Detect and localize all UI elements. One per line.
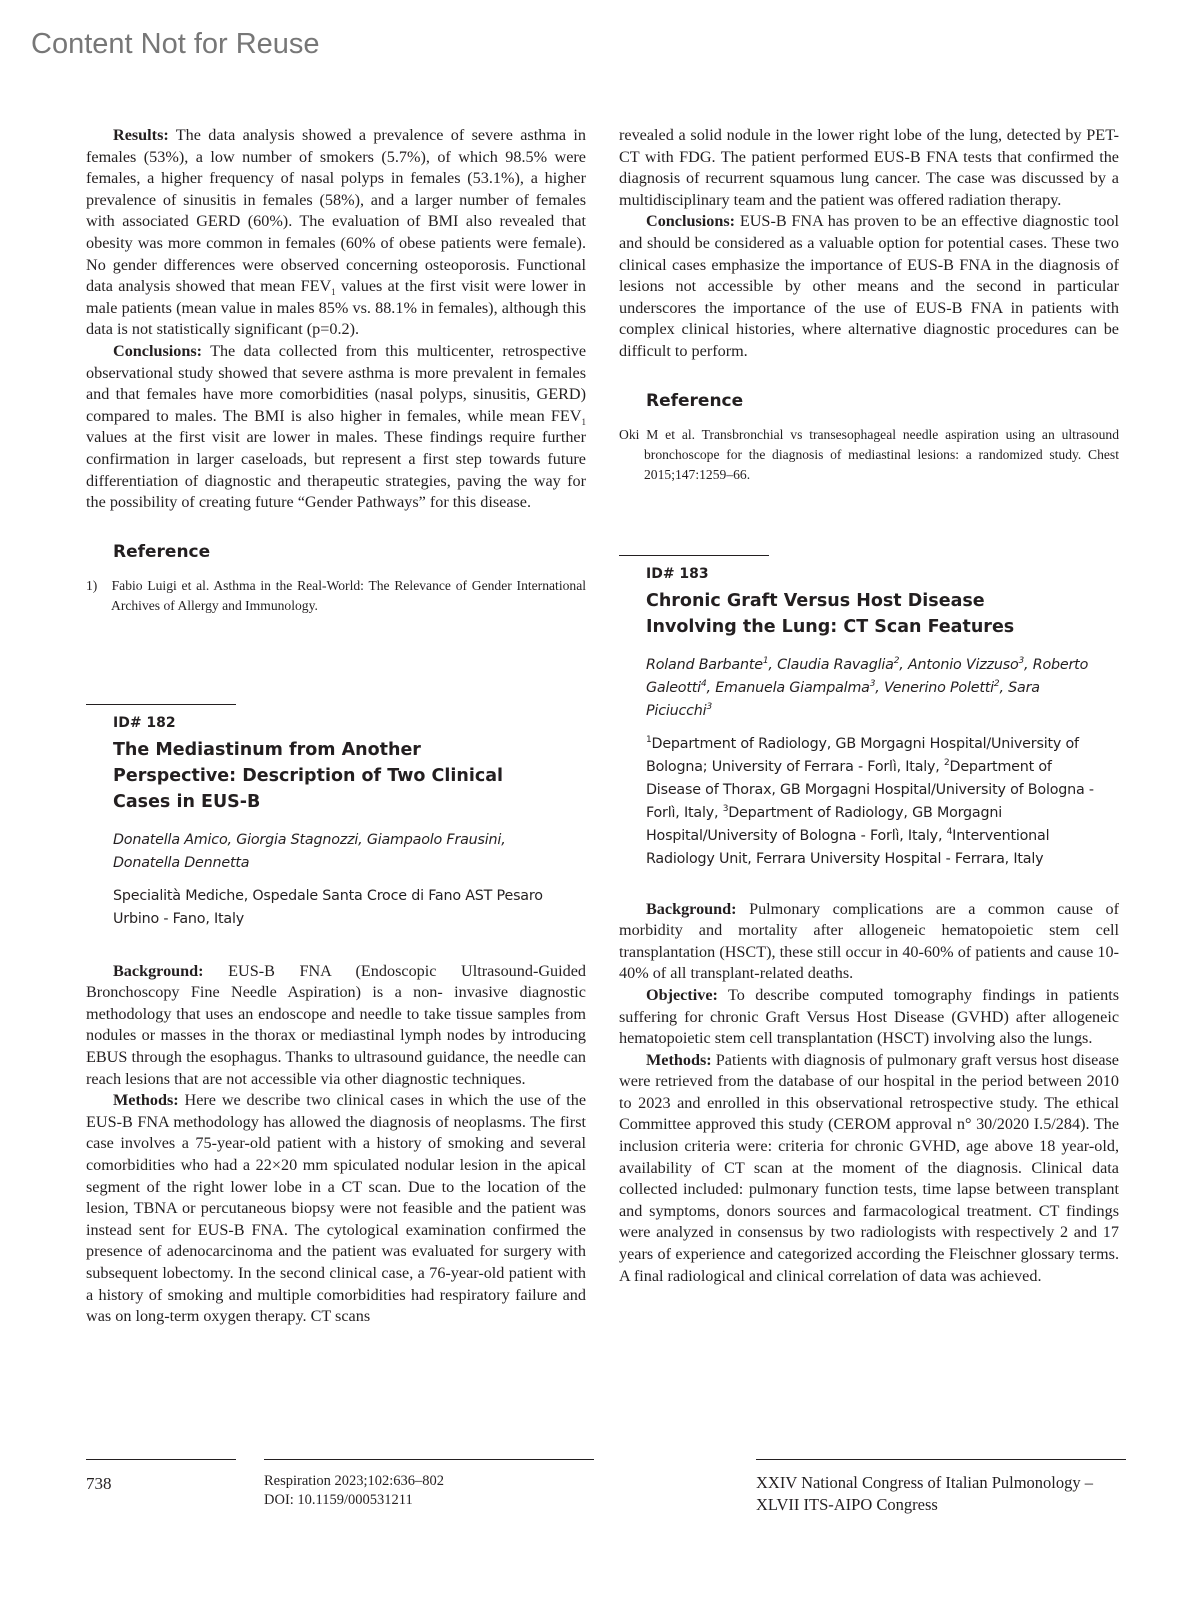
section-rule-2 xyxy=(619,555,769,556)
reference-item: 1) Fabio Luigi et al. Asthma in the Real-World: The Relevance of Gender International Archives of Allergy and Immunology. xyxy=(86,577,586,613)
conclusions-label: Conclusions: xyxy=(113,341,203,360)
conclusions-text: The data collected from this multicenter, retrospective observational study showed that severe asthma is more prevalent in females and that females have more comorbidities (nasal polyps, sinusitis, GERD) compared to males. The BMI is also higher in females, while mean FEV xyxy=(86,341,586,425)
objective-label: Objective: xyxy=(646,985,718,1004)
affiliation-mark: 2 xyxy=(944,757,950,768)
abstract-183-header xyxy=(646,566,1119,871)
conclusions-label-2: Conclusions: xyxy=(646,212,736,231)
affiliation-mark: 3 xyxy=(722,803,729,814)
affiliation-mark: 1 xyxy=(646,734,652,745)
conclusions-subscript: 1 xyxy=(581,416,586,427)
results-text: The data analysis showed a prevalence of severe asthma in females (53%), a low number of smokers (5.7%), of which 98.5% were females, a higher frequency of nasal polyps in females (53.1%), a higher prevalence of sinusitis in females (58%), and a larger number of females with associated GERD (60%). The evaluation of BMI also revealed that obesity was more common in females (60% of obese patients were female). No gender differences were observed concerning osteoporosis. Functional data analysis showed that mean FEV xyxy=(86,126,586,296)
background-paragraph-2 xyxy=(619,899,1119,985)
abstract-182-header xyxy=(113,715,586,931)
affiliation-text: Interventional Radiology Unit, Ferrara University Hospital - Ferrara, Italy xyxy=(646,827,1050,867)
author-separator: , xyxy=(999,679,1009,696)
objective-text: To describe computed tomography findings in patients suffering for chronic Graft Versus Host Disease (GVHD) after allogeneic hematopoietic stem cell transplantation (HSCT) involving also the lungs. xyxy=(619,985,1119,1048)
author-separator: , xyxy=(706,679,716,696)
page-number: 738 xyxy=(86,1474,112,1493)
affiliation-text: Department of Radiology, GB Morgagni Hospital/University of Bologna - Forlì, Italy, xyxy=(646,804,1003,844)
results-subscript: 1 xyxy=(331,287,336,298)
abstract-title: The Mediastinum from Another Perspective: Description of Two Clinical Cases in EUS-B xyxy=(113,739,504,812)
author-affiliation-mark: 3 xyxy=(1018,655,1025,666)
methods-text: Here we describe two clinical cases in which the use of the EUS-B FNA methodology has allowed the diagnosis of neoplasms. The first case involves a 75-year-old patient with a history of smoking and several comorbidities who had a 22×20 mm spiculated nodular lesion in the apical segment of the right lower lobe in a CT scan. Due to the location of the lesion, TBNA or percutaneous biopsy were not feasible and the patient was instead sent for EUS-B FNA. The cytological examination confirmed the presence of adenocarcinoma and the patient was evaluated for surgery with subsequent lobectomy. In the second clinical case, a 76-year-old patient with a history of smoking and multiple comorbidities had respiratory failure and was on long-term oxygen therapy. CT scans xyxy=(86,1091,586,1326)
footer-rule-congress xyxy=(756,1459,1126,1460)
abstract-id-2: ID# 183 xyxy=(646,565,709,582)
footer-rule-journal xyxy=(264,1459,594,1460)
abstract-title-2: Chronic Graft Versus Host Disease Involving the Lung: CT Scan Features xyxy=(646,590,1015,637)
affiliation-text: Department of Disease of Thorax, GB Morgagni Hospital/University of Bologna - Forlì, Italy, xyxy=(646,758,1094,821)
results-text-cont: values at the first visit were lower in male patients (mean value in males 85% vs. 88.1% in females), although this data is not statistically significant (p=0.2). xyxy=(86,277,587,339)
author-separator: , xyxy=(1024,656,1033,673)
author-affiliation-mark: 2 xyxy=(893,655,900,666)
congress-line-2: XLVII ITS-AIPO Congress xyxy=(756,1495,938,1514)
right-column xyxy=(619,125,1119,1287)
author-affiliation-mark: 3 xyxy=(869,678,876,689)
methods-paragraph-2 xyxy=(619,1050,1119,1288)
left-column xyxy=(86,125,586,1328)
background-text-2: Pulmonary complications are a common cause of morbidity and mortality after allogeneic hematopoietic stem cell transplantation (HSCT), these still occur in 40-60% of patients and cause 10-40% of all transplant-related deaths. xyxy=(619,899,1119,983)
watermark: Content Not for Reuse xyxy=(31,28,320,60)
author-name: Roberto Galeotti xyxy=(646,656,1089,696)
conclusions-text-2: EUS-B FNA has proven to be an effective diagnostic tool and should be considered as a valuable option for potential cases. These two clinical cases emphasize the importance of EUS-B FNA in the diagnosis of lesions not accessible by other means and the second in particular underscores the importance of the use of EUS-B FNA in patients with complex clinical histories, where alternative diagnostic procedures can be difficult to perform. xyxy=(619,212,1119,360)
author-name: Venerino Poletti xyxy=(883,679,994,696)
author-name: Emanuela Giampalma xyxy=(715,679,870,696)
footer-rule-page xyxy=(86,1459,236,1460)
author-name: Sara Piciucchi xyxy=(646,679,1040,719)
author-separator: , xyxy=(899,656,908,673)
reference-item-2: Oki M et al. Transbronchial vs transesophageal needle aspiration using an ultrasound bronchoscope for the diagnosis of mediastinal lesions: a randomized study. Chest 2015;147:1259–66. xyxy=(619,426,1119,482)
author-affiliation-mark: 4 xyxy=(700,678,707,689)
author-separator: , xyxy=(875,679,884,696)
abstract-affiliations xyxy=(646,733,1106,871)
congress-name xyxy=(756,1472,1093,1516)
background-text: EUS-B FNA (Endoscopic Ultrasound-Guided Bronchoscopy Fine Needle Aspiration) is a non- invasive diagnostic methodology that uses an endoscope and needle to take tissue samples from nodules or masses in the thorax or mediastinal lymph nodes by introducing EBUS through the esophagus. Thanks to ultrasound guidance, the needle can reach lesions that are not accessible via other diagnostic techniques. xyxy=(86,961,586,1088)
background-paragraph xyxy=(86,961,586,1091)
reference-heading-2: Reference xyxy=(646,390,744,411)
methods-label: Methods: xyxy=(113,1091,179,1110)
author-affiliation-mark: 3 xyxy=(706,701,712,712)
author-affiliation-mark: 1 xyxy=(762,655,769,666)
journal-citation xyxy=(264,1472,444,1510)
conclusions-paragraph xyxy=(86,341,586,514)
congress-line-1: XXIV National Congress of Italian Pulmonology – xyxy=(756,1473,1093,1492)
results-paragraph xyxy=(86,125,586,341)
conclusions-text-cont: values at the first visit are lower in males. These findings require further confirmation in larger caseloads, but represent a first step towards future differentiation of diagnostic and therapeutic strategies, paving the way for the possibility of creating future “Gender Pathways” for this disease. xyxy=(86,428,586,512)
journal-line: Respiration 2023;102:636–802 xyxy=(264,1473,445,1489)
author-separator: , xyxy=(768,656,778,673)
abstract-id: ID# 182 xyxy=(113,714,176,731)
methods-text-2: Patients with diagnosis of pulmonary graft versus host disease were retrieved from the database of our hospital in the period between 2010 to 2023 and enrolled in this observational retrospective study. The ethical Committee approved this study (CEROM approval n° 30/2020 I.5/284). The inclusion criteria were: criteria for chronic GVHD, age above 18 year-old, availability of CT scan at the moment of the diagnosis. Clinical data collected included: pulmonary function tests, time lapse between transplant and symptoms, donors sources and farmacological treatment. CT findings were analyzed in consensus by two radiologists with respectively 2 and 17 years of experience and categorized according the Fleischner glossary terms. A final radiological and clinical correlation of data was achieved. xyxy=(619,1050,1119,1285)
author-name: Roland Barbante xyxy=(646,656,763,673)
objective-paragraph xyxy=(619,985,1119,1050)
reference-heading: Reference xyxy=(113,541,211,562)
background-label-2: Background: xyxy=(646,899,737,918)
abstract-authors-2 xyxy=(646,654,1096,723)
conclusions-paragraph-2 xyxy=(619,211,1119,362)
section-rule xyxy=(86,704,236,705)
methods-paragraph xyxy=(86,1090,586,1328)
author-name: Claudia Ravaglia xyxy=(777,656,894,673)
author-name: Antonio Vizzuso xyxy=(907,656,1019,673)
continued-paragraph: revealed a solid nodule in the lower right lobe of the lung, detected by PET-CT with FDG. The patient performed EUS-B FNA tests that confirmed the diagnosis of recurrent squamous lung cancer. The case was discussed by a multidisciplinary team and the patient was offered radiation therapy. xyxy=(619,126,1119,209)
abstract-authors: Donatella Amico, Giorgia Stagnozzi, Giampaolo Frausini, Donatella Dennetta xyxy=(113,831,506,871)
affiliation-text: Department of Radiology, GB Morgagni Hospital/University of Bologna; University of Ferrara - Forlì, Italy, xyxy=(646,735,1079,775)
doi-line: DOI: 10.1159/000531211 xyxy=(264,1492,413,1508)
methods-label-2: Methods: xyxy=(646,1050,712,1069)
author-affiliation-mark: 2 xyxy=(993,678,1000,689)
abstract-affiliation: Specialità Mediche, Ospedale Santa Croce di Fano AST Pesaro Urbino - Fano, Italy xyxy=(113,887,543,927)
affiliation-mark: 4 xyxy=(946,826,953,837)
background-label: Background: xyxy=(113,961,204,980)
results-label: Results: xyxy=(113,126,169,144)
